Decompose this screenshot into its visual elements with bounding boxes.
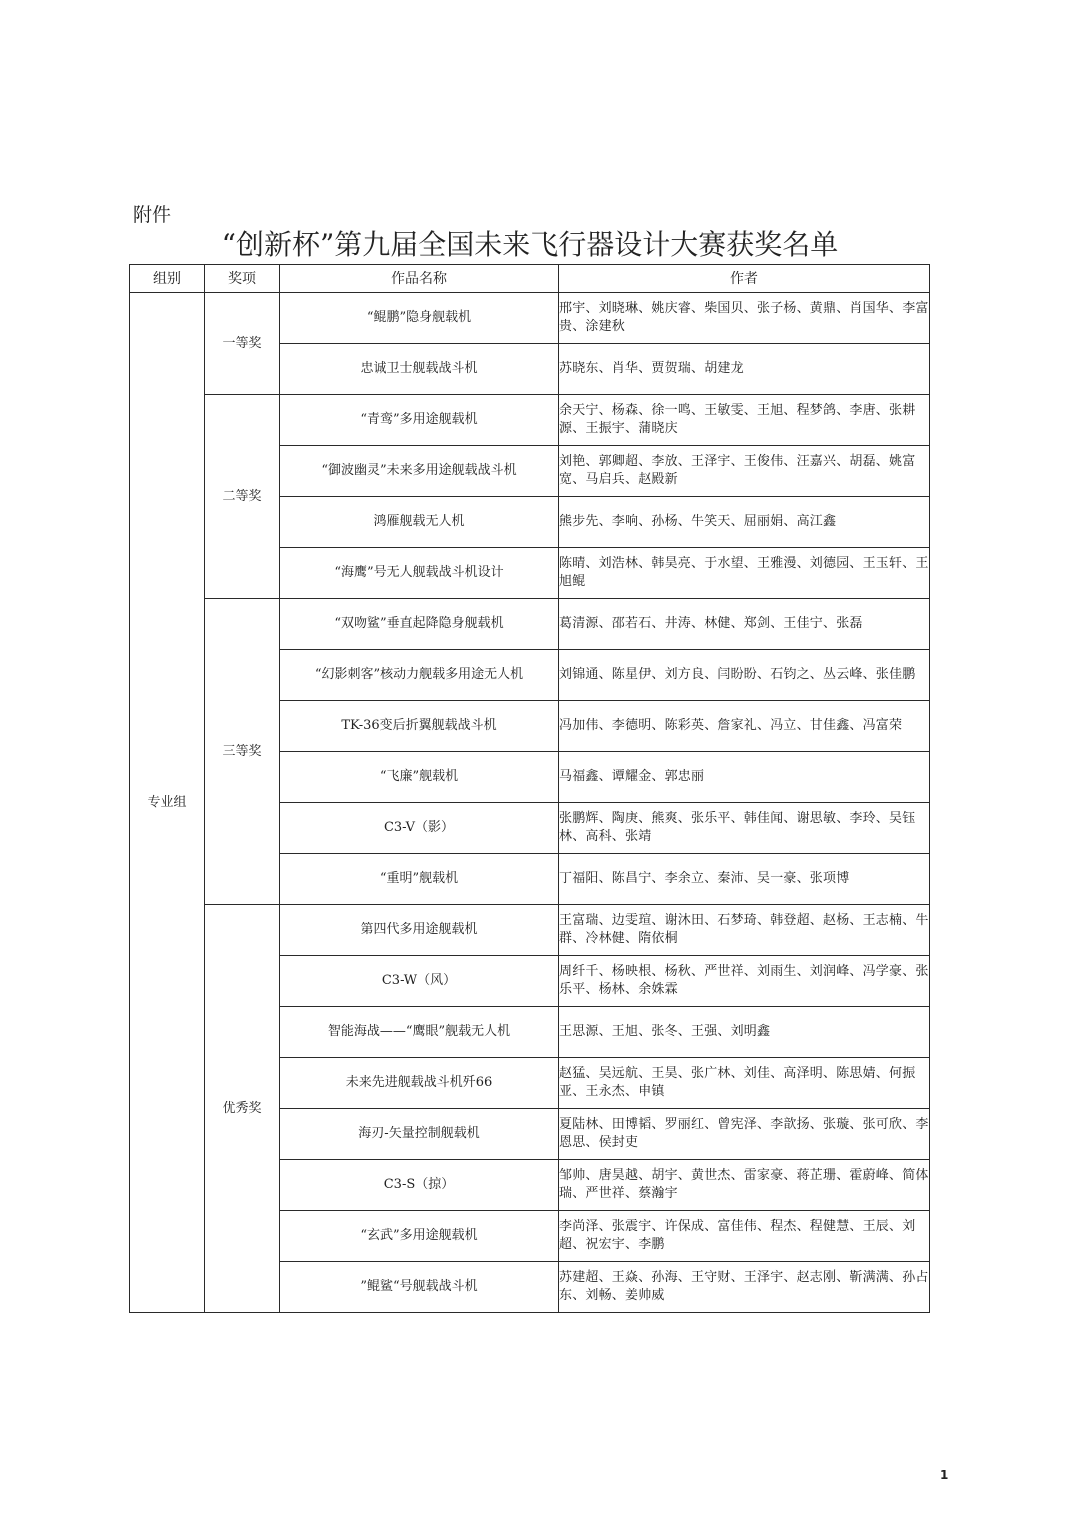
authors-cell: 马福鑫、谭耀金、郭忠丽 <box>559 752 930 803</box>
work-name-cell: “幻影刺客”核动力舰载多用途无人机 <box>280 650 559 701</box>
work-name-cell: 鸿雁舰载无人机 <box>280 497 559 548</box>
authors-cell: 丁福阳、陈昌宁、李余立、秦沛、吴一豪、张项博 <box>559 854 930 905</box>
work-name-cell: 第四代多用途舰载机 <box>280 905 559 956</box>
attachment-label: 附件 <box>133 204 172 226</box>
award-cell-third-prize: 三等奖 <box>205 599 280 905</box>
table-header-row <box>130 265 930 293</box>
table-row <box>130 293 930 344</box>
authors-cell: 刘艳、郭卿超、李放、王泽宇、王俊伟、汪嘉兴、胡磊、姚富宽、马启兵、赵殿新 <box>559 446 930 497</box>
authors-cell: 葛清源、邵若石、井涛、林健、郑剑、王佳宁、张磊 <box>559 599 930 650</box>
authors-cell: 张鹏辉、陶庚、熊爽、张乐平、韩佳闻、谢思敏、李玲、吴钰林、高科、张靖 <box>559 803 930 854</box>
work-name-cell: “御波幽灵”未来多用途舰载战斗机 <box>280 446 559 497</box>
page-title: “创新杯”第九届全国未来飞行器设计大赛获奖名单 <box>221 228 839 261</box>
work-name-cell: 智能海战——“鹰眼”舰载无人机 <box>280 1007 559 1058</box>
award-cell-first-prize: 一等奖 <box>205 293 280 395</box>
authors-cell: 赵猛、吴远航、王昊、张广林、刘佳、高泽明、陈思婧、何振亚、王永杰、申镇 <box>559 1058 930 1109</box>
column-header-group: 组别 <box>130 265 205 293</box>
table-row <box>130 599 930 650</box>
column-header-work: 作品名称 <box>280 265 559 293</box>
work-name-cell: “青鸾”多用途舰载机 <box>280 395 559 446</box>
work-name-cell: 忠诚卫士舰载战斗机 <box>280 344 559 395</box>
authors-cell: 夏陆林、田博韬、罗丽红、曾宪泽、李歆扬、张璇、张可欣、李恩思、侯封吏 <box>559 1109 930 1160</box>
work-name-cell: C3-S（掠） <box>280 1160 559 1211</box>
work-name-cell: C3-W（风） <box>280 956 559 1007</box>
work-name-cell: “鲲鹏”隐身舰载机 <box>280 293 559 344</box>
work-name-cell: “飞廉”舰载机 <box>280 752 559 803</box>
work-name-cell: 未来先进舰载战斗机歼66 <box>280 1058 559 1109</box>
authors-cell: 李尚泽、张震宇、许保成、富佳伟、程杰、程健慧、王辰、刘超、祝宏宇、李鹏 <box>559 1211 930 1262</box>
table-row <box>130 395 930 446</box>
authors-cell: 邢宇、刘晓琳、姚庆睿、柴国贝、张子杨、黄鼎、肖国华、李富贵、涂建秋 <box>559 293 930 344</box>
authors-cell: 邹帅、唐昊越、胡宇、黄世杰、雷家豪、蒋芷珊、霍蔚峰、简体瑞、严世祥、蔡瀚宇 <box>559 1160 930 1211</box>
authors-cell: 王思源、王旭、张冬、王强、刘明鑫 <box>559 1007 930 1058</box>
column-header-authors: 作者 <box>559 265 930 293</box>
work-name-cell: TK-36变后折翼舰载战斗机 <box>280 701 559 752</box>
work-name-cell: C3-V（影） <box>280 803 559 854</box>
work-name-cell: 海刃-矢量控制舰载机 <box>280 1109 559 1160</box>
authors-cell: 刘锦通、陈星伊、刘方良、闫盼盼、石钧之、丛云峰、张佳鹏 <box>559 650 930 701</box>
authors-cell: 陈晴、刘浩林、韩昊亮、于水望、王雅漫、刘德园、王玉轩、王旭鲲 <box>559 548 930 599</box>
authors-cell: 余天宁、杨森、徐一鸣、王敏雯、王旭、程梦鸽、李唐、张耕源、王振宇、蒲晓庆 <box>559 395 930 446</box>
award-cell-excellence-prize: 优秀奖 <box>205 905 280 1313</box>
work-name-cell: “双吻鲨”垂直起降隐身舰载机 <box>280 599 559 650</box>
table-row <box>130 905 930 956</box>
work-name-cell: “玄武”多用途舰载机 <box>280 1211 559 1262</box>
authors-cell: 熊步先、李响、孙杨、牛笑天、屈丽娟、高江鑫 <box>559 497 930 548</box>
work-name-cell: “重明”舰载机 <box>280 854 559 905</box>
authors-cell: 冯加伟、李德明、陈彩英、詹家礼、冯立、甘佳鑫、冯富荣 <box>559 701 930 752</box>
authors-cell: 苏晓东、肖华、贾贺瑞、胡建龙 <box>559 344 930 395</box>
group-cell: 专业组 <box>130 293 205 1313</box>
authors-cell: 王富瑞、边雯瑄、谢沐田、石梦琦、韩登超、赵杨、王志楠、牛群、冷林健、隋依桐 <box>559 905 930 956</box>
authors-cell: 周纤千、杨映根、杨秋、严世祥、刘雨生、刘润峰、冯学豪、张乐平、杨林、余姝霖 <box>559 956 930 1007</box>
work-name-cell: ”鲲鲨“号舰载战斗机 <box>280 1262 559 1313</box>
award-table <box>129 264 930 1313</box>
table-body <box>130 293 930 1313</box>
award-cell-second-prize: 二等奖 <box>205 395 280 599</box>
authors-cell: 苏建超、王焱、孙海、王守财、王泽宇、赵志刚、靳满满、孙占东、刘畅、姜帅威 <box>559 1262 930 1313</box>
column-header-award: 奖项 <box>205 265 280 293</box>
work-name-cell: “海鹰”号无人舰载战斗机设计 <box>280 548 559 599</box>
page-number: 1 <box>940 1468 949 1482</box>
